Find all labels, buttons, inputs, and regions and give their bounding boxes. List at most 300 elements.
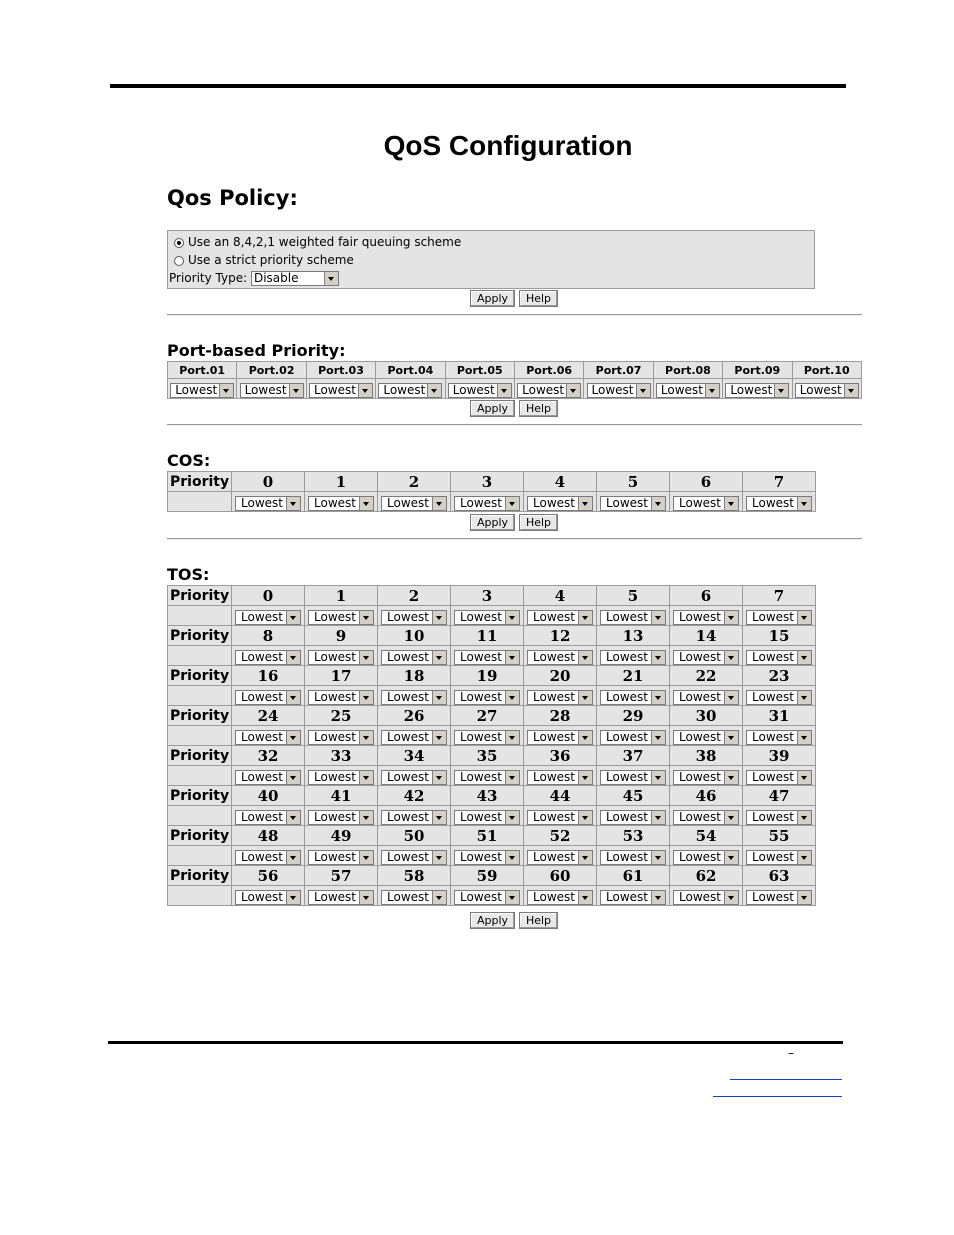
select-value: Lowest [387, 651, 429, 664]
priority-select[interactable] [673, 890, 739, 905]
priority-level: 53 [597, 826, 670, 846]
priority-level: 55 [743, 826, 816, 846]
priority-select[interactable] [381, 730, 447, 745]
priority-select[interactable] [527, 850, 593, 865]
priority-select[interactable] [454, 496, 520, 511]
select-cell [378, 726, 451, 746]
select-cell [743, 766, 816, 786]
select-cell [232, 846, 305, 866]
select-value: Lowest [460, 651, 502, 664]
empty-cell [168, 646, 232, 666]
select-value: Lowest [752, 691, 794, 704]
chevron-down-icon [651, 891, 665, 904]
select-cell [378, 846, 451, 866]
priority-level: 5 [597, 472, 670, 492]
priority-row [168, 786, 816, 806]
priority-select[interactable] [746, 850, 812, 865]
priority-level: 20 [524, 666, 597, 686]
select-value: Lowest [752, 771, 794, 784]
select-value: Lowest [533, 691, 575, 704]
select-value: Lowest [606, 611, 648, 624]
priority-level: 15 [743, 626, 816, 646]
priority-select[interactable] [527, 690, 593, 705]
priority-select[interactable] [527, 770, 593, 785]
select-cell [670, 606, 743, 626]
priority-select[interactable] [381, 610, 447, 625]
select-value: Lowest [383, 384, 426, 397]
priority-level: 41 [305, 786, 378, 806]
select-value: Lowest [679, 611, 721, 624]
select-cell [232, 646, 305, 666]
select-cell [232, 606, 305, 626]
priority-select[interactable] [381, 810, 447, 825]
select-value: Lowest [241, 497, 283, 510]
select-row [168, 686, 816, 706]
priority-select[interactable] [527, 890, 593, 905]
qos-config-page [152, 118, 864, 933]
priority-select[interactable] [381, 650, 447, 665]
priority-level: 56 [232, 866, 305, 886]
select-cell [670, 886, 743, 906]
select-cell [597, 646, 670, 666]
priority-level: 25 [305, 706, 378, 726]
empty-cell [168, 492, 232, 512]
priority-select[interactable] [235, 770, 301, 785]
chevron-down-icon [505, 811, 519, 824]
priority-select[interactable] [235, 496, 301, 511]
select-cell [670, 492, 743, 512]
chevron-down-icon [359, 611, 373, 624]
port-header: Port.09 [723, 362, 792, 379]
chevron-down-icon [578, 891, 592, 904]
strict-radio[interactable] [174, 256, 184, 266]
port-priority-select[interactable] [656, 383, 720, 398]
select-value: Lowest [606, 811, 648, 824]
select-value: Lowest [533, 497, 575, 510]
select-value: Lowest [460, 811, 502, 824]
priority-level: 49 [305, 826, 378, 846]
priority-select[interactable] [527, 650, 593, 665]
select-cell [305, 766, 378, 786]
priority-select[interactable] [600, 650, 666, 665]
tos-apply-button[interactable]: Apply [470, 912, 515, 929]
priority-select[interactable] [308, 690, 374, 705]
select-value: Lowest [606, 731, 648, 744]
strict-option[interactable] [174, 253, 354, 267]
select-value: Lowest [460, 611, 502, 624]
select-cell [305, 646, 378, 666]
priority-select[interactable] [381, 850, 447, 865]
select-value: Lowest [679, 811, 721, 824]
select-value: Lowest [387, 691, 429, 704]
priority-select[interactable] [381, 690, 447, 705]
priority-select[interactable] [527, 496, 593, 511]
priority-select[interactable] [746, 810, 812, 825]
chevron-down-icon [427, 384, 441, 397]
priority-level: 38 [670, 746, 743, 766]
priority-level: 57 [305, 866, 378, 886]
select-value: Lowest [244, 384, 287, 397]
qos-policy-panel [167, 230, 815, 289]
port-priority-select[interactable] [170, 383, 234, 398]
chevron-down-icon [578, 851, 592, 864]
select-value: Lowest [679, 731, 721, 744]
port-priority-select[interactable] [240, 383, 304, 398]
priority-select[interactable] [454, 690, 520, 705]
select-value: Lowest [679, 651, 721, 664]
priority-label: Priority [168, 626, 232, 646]
priority-level: 2 [378, 472, 451, 492]
select-value: Lowest [679, 771, 721, 784]
chevron-down-icon [286, 497, 300, 510]
select-row [168, 646, 816, 666]
port-priority-select[interactable] [309, 383, 373, 398]
priority-select[interactable] [308, 890, 374, 905]
select-cell [451, 806, 524, 826]
priority-level: 45 [597, 786, 670, 806]
priority-select[interactable] [746, 650, 812, 665]
select-value: Lowest [314, 771, 356, 784]
chevron-down-icon [651, 811, 665, 824]
select-value: Lowest [752, 651, 794, 664]
select-cell [451, 766, 524, 786]
priority-select[interactable] [308, 650, 374, 665]
chevron-down-icon [578, 497, 592, 510]
cos-apply-button[interactable]: Apply [470, 514, 515, 531]
select-cell [743, 806, 816, 826]
select-cell [305, 726, 378, 746]
header-rule [110, 84, 846, 88]
priority-select[interactable] [454, 890, 520, 905]
port-priority-select[interactable] [587, 383, 651, 398]
chevron-down-icon [505, 731, 519, 744]
port-priority-heading: Port-based Priority: [167, 341, 346, 360]
priority-select[interactable] [454, 810, 520, 825]
priority-select[interactable] [600, 810, 666, 825]
select-row [168, 726, 816, 746]
select-cell [451, 686, 524, 706]
port-cell [168, 379, 237, 399]
priority-level: 11 [451, 626, 524, 646]
priority-select[interactable] [673, 730, 739, 745]
priority-select[interactable] [527, 730, 593, 745]
priority-level: 51 [451, 826, 524, 846]
select-value: Lowest [752, 497, 794, 510]
priority-select[interactable] [308, 496, 374, 511]
priority-select[interactable] [673, 650, 739, 665]
chevron-down-icon [566, 384, 580, 397]
priority-select[interactable] [673, 850, 739, 865]
priority-level: 13 [597, 626, 670, 646]
chevron-down-icon [724, 651, 738, 664]
priority-row [168, 666, 816, 686]
select-cell [232, 726, 305, 746]
priority-select[interactable] [600, 770, 666, 785]
priority-level: 4 [524, 586, 597, 606]
priority-select[interactable] [746, 610, 812, 625]
chevron-down-icon [844, 384, 858, 397]
priority-level: 26 [378, 706, 451, 726]
select-cell [305, 886, 378, 906]
chevron-down-icon [578, 651, 592, 664]
priority-level: 46 [670, 786, 743, 806]
priority-label: Priority [168, 826, 232, 846]
select-cell [743, 492, 816, 512]
chevron-down-icon [359, 811, 373, 824]
chevron-down-icon [578, 771, 592, 784]
chevron-down-icon [724, 497, 738, 510]
chevron-down-icon [724, 691, 738, 704]
priority-select[interactable] [308, 730, 374, 745]
select-value: Lowest [460, 771, 502, 784]
priority-select[interactable] [746, 890, 812, 905]
port-apply-button[interactable]: Apply [470, 400, 515, 417]
select-cell [524, 646, 597, 666]
priority-select[interactable] [454, 610, 520, 625]
priority-select[interactable] [600, 890, 666, 905]
select-value: Lowest [752, 811, 794, 824]
port-priority-select[interactable] [517, 383, 581, 398]
select-cell [670, 686, 743, 706]
select-value: Lowest [606, 651, 648, 664]
priority-select[interactable] [454, 650, 520, 665]
select-cell [524, 726, 597, 746]
divider [167, 538, 862, 540]
priority-label: Priority [168, 472, 232, 492]
select-value: Lowest [241, 851, 283, 864]
select-cell [378, 646, 451, 666]
footer-link-1[interactable] [730, 1079, 842, 1080]
select-cell [670, 726, 743, 746]
chevron-down-icon [724, 731, 738, 744]
select-value: Lowest [241, 651, 283, 664]
select-row [168, 886, 816, 906]
chevron-down-icon [286, 651, 300, 664]
priority-select[interactable] [600, 690, 666, 705]
priority-select[interactable] [600, 610, 666, 625]
select-value: Lowest [752, 851, 794, 864]
priority-row [168, 586, 816, 606]
port-priority-select[interactable] [725, 383, 789, 398]
priority-level: 54 [670, 826, 743, 846]
priority-select[interactable] [381, 890, 447, 905]
select-value: Lowest [533, 651, 575, 664]
chevron-down-icon [578, 611, 592, 624]
port-priority-select[interactable] [795, 383, 859, 398]
priority-select[interactable] [381, 770, 447, 785]
priority-level: 39 [743, 746, 816, 766]
select-cell [597, 806, 670, 826]
port-header: Port.01 [168, 362, 237, 379]
priority-label: Priority [168, 666, 232, 686]
empty-cell [168, 606, 232, 626]
wfq-option[interactable] [174, 235, 461, 249]
select-value: Lowest [752, 731, 794, 744]
chevron-down-icon [651, 651, 665, 664]
select-value: Lowest [533, 851, 575, 864]
select-cell [670, 766, 743, 786]
priority-select[interactable] [673, 810, 739, 825]
priority-select[interactable] [308, 810, 374, 825]
priority-level: 14 [670, 626, 743, 646]
select-row [168, 846, 816, 866]
chevron-down-icon [286, 691, 300, 704]
chevron-down-icon [797, 771, 811, 784]
priority-select[interactable] [673, 496, 739, 511]
wfq-radio[interactable] [174, 238, 184, 248]
chevron-down-icon [324, 272, 338, 285]
priority-level: 48 [232, 826, 305, 846]
priority-level: 12 [524, 626, 597, 646]
select-cell [524, 606, 597, 626]
tos-table [167, 585, 816, 906]
port-priority-select[interactable] [378, 383, 442, 398]
priority-select[interactable] [235, 850, 301, 865]
select-cell [597, 766, 670, 786]
select-cell [451, 646, 524, 666]
chevron-down-icon [505, 497, 519, 510]
priority-select[interactable] [527, 610, 593, 625]
select-cell [378, 886, 451, 906]
priority-select[interactable] [746, 730, 812, 745]
select-value: Lowest [314, 731, 356, 744]
priority-select[interactable] [454, 850, 520, 865]
priority-level: 22 [670, 666, 743, 686]
select-value: Lowest [387, 891, 429, 904]
priority-level: 32 [232, 746, 305, 766]
priority-level: 8 [232, 626, 305, 646]
chevron-down-icon [651, 497, 665, 510]
strict-option-label: Use a strict priority scheme [188, 253, 354, 267]
priority-row [168, 746, 816, 766]
chevron-down-icon [774, 384, 788, 397]
chevron-down-icon [797, 731, 811, 744]
priority-level: 60 [524, 866, 597, 886]
port-header: Port.03 [306, 362, 375, 379]
select-cell [743, 846, 816, 866]
priority-select[interactable] [673, 690, 739, 705]
priority-select[interactable] [746, 690, 812, 705]
select-cell [305, 492, 378, 512]
priority-select[interactable] [600, 730, 666, 745]
qos-policy-heading: Qos Policy: [167, 186, 298, 210]
chevron-down-icon [505, 691, 519, 704]
select-cell [597, 606, 670, 626]
select-cell [451, 726, 524, 746]
chevron-down-icon [505, 891, 519, 904]
chevron-down-icon [432, 771, 446, 784]
priority-level: 7 [743, 586, 816, 606]
chevron-down-icon [578, 731, 592, 744]
select-cell [524, 686, 597, 706]
footer-link-2[interactable] [713, 1096, 842, 1097]
select-cell [378, 606, 451, 626]
priority-select[interactable] [746, 770, 812, 785]
chevron-down-icon [286, 611, 300, 624]
port-cell [653, 379, 722, 399]
select-cell [670, 806, 743, 826]
priority-label: Priority [168, 786, 232, 806]
select-value: Lowest [679, 891, 721, 904]
select-value: Lowest [606, 851, 648, 864]
select-value: Lowest [241, 731, 283, 744]
chevron-down-icon [286, 811, 300, 824]
select-cell [378, 806, 451, 826]
priority-select[interactable] [235, 610, 301, 625]
empty-cell [168, 846, 232, 866]
select-cell [597, 492, 670, 512]
port-cell [376, 379, 445, 399]
port-header: Port.05 [445, 362, 514, 379]
priority-select[interactable] [600, 850, 666, 865]
select-value: Lowest [679, 691, 721, 704]
priority-type-select[interactable] [251, 271, 339, 286]
priority-select[interactable] [308, 850, 374, 865]
priority-select[interactable] [381, 496, 447, 511]
chevron-down-icon [724, 771, 738, 784]
select-cell [670, 646, 743, 666]
priority-select[interactable] [235, 890, 301, 905]
port-header: Port.07 [584, 362, 653, 379]
chevron-down-icon [651, 731, 665, 744]
priority-level: 43 [451, 786, 524, 806]
priority-select[interactable] [235, 730, 301, 745]
select-cell [305, 606, 378, 626]
priority-row [168, 706, 816, 726]
port-cell [584, 379, 653, 399]
priority-select[interactable] [454, 730, 520, 745]
tos-help-button[interactable]: Help [519, 912, 558, 929]
chevron-down-icon [724, 611, 738, 624]
chevron-down-icon [797, 851, 811, 864]
select-value: Lowest [679, 497, 721, 510]
port-priority-select[interactable] [448, 383, 512, 398]
cos-help-button[interactable]: Help [519, 514, 558, 531]
priority-select[interactable] [308, 770, 374, 785]
select-value: Lowest [314, 891, 356, 904]
priority-level: 50 [378, 826, 451, 846]
priority-level: 23 [743, 666, 816, 686]
priority-select[interactable] [673, 610, 739, 625]
priority-level: 27 [451, 706, 524, 726]
priority-select[interactable] [527, 810, 593, 825]
port-header: Port.04 [376, 362, 445, 379]
port-help-button[interactable]: Help [519, 400, 558, 417]
select-value: Lowest [314, 651, 356, 664]
priority-level: 18 [378, 666, 451, 686]
priority-select[interactable] [600, 496, 666, 511]
chevron-down-icon [724, 851, 738, 864]
policy-apply-button[interactable]: Apply [470, 290, 515, 307]
priority-level: 1 [305, 472, 378, 492]
priority-select[interactable] [746, 496, 812, 511]
priority-select[interactable] [235, 810, 301, 825]
priority-select[interactable] [308, 610, 374, 625]
priority-select[interactable] [454, 770, 520, 785]
select-cell [451, 492, 524, 512]
select-value: Lowest [533, 771, 575, 784]
priority-select[interactable] [235, 650, 301, 665]
priority-level: 17 [305, 666, 378, 686]
divider [167, 314, 862, 316]
select-value: Lowest [752, 891, 794, 904]
priority-level: 31 [743, 706, 816, 726]
priority-select[interactable] [673, 770, 739, 785]
policy-help-button[interactable]: Help [519, 290, 558, 307]
priority-level: 58 [378, 866, 451, 886]
priority-select[interactable] [235, 690, 301, 705]
select-value: Lowest [175, 384, 218, 397]
